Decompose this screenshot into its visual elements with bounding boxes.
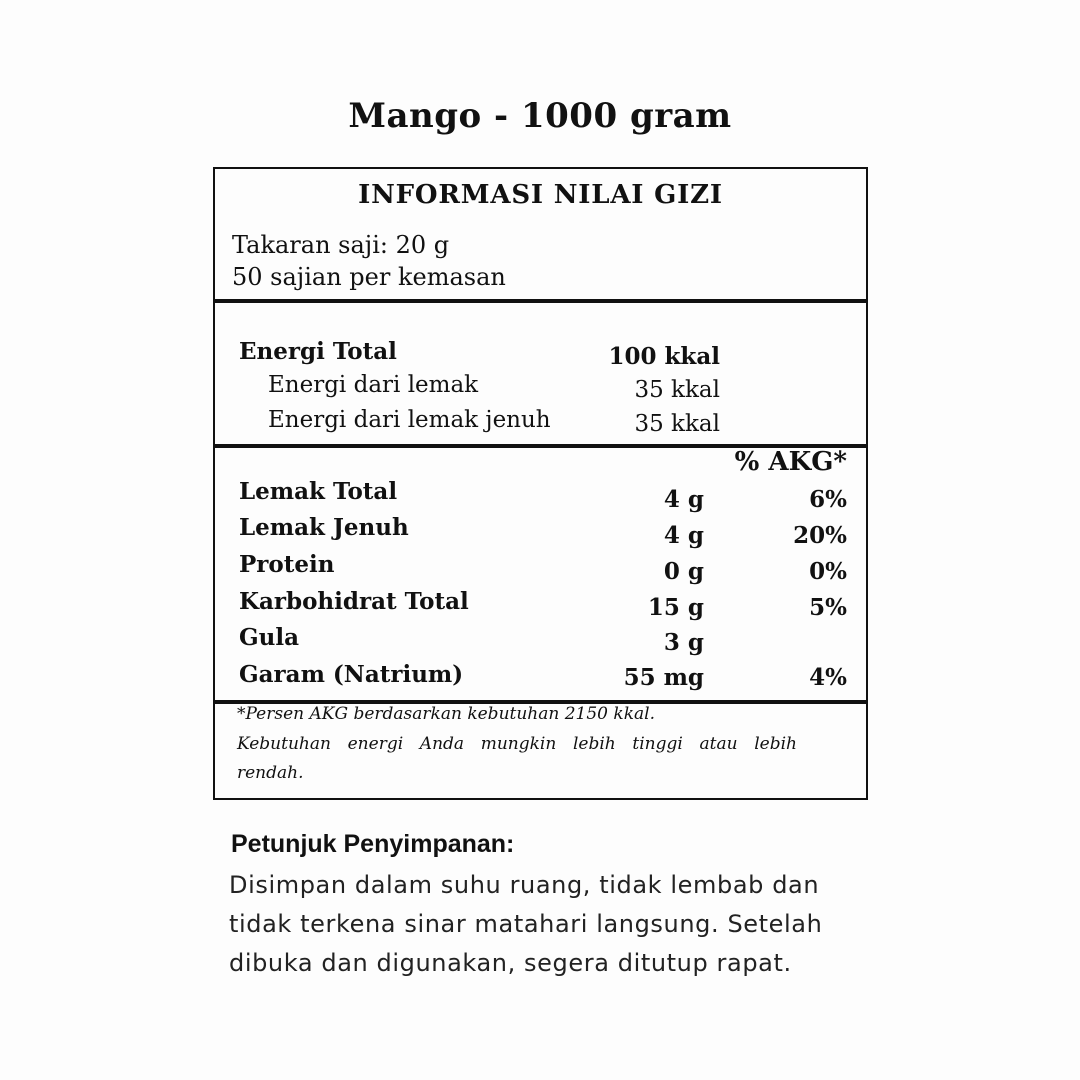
storage-instructions-title: Petunjuk Penyimpanan: xyxy=(231,830,515,858)
nutrient-name: Lemak Total xyxy=(239,478,398,505)
nutrient-amount: 4 g xyxy=(663,486,704,513)
footnote: *Persen AKG berdasarkan kebutuhan 2150 kkal. xyxy=(237,704,655,724)
serving-size: Takaran saji: 20 g xyxy=(232,231,450,259)
nutrient-akg: 20% xyxy=(793,522,847,549)
nutrient-name: Garam (Natrium) xyxy=(239,661,464,688)
energy-from-sat-fat-value: 35 kkal xyxy=(634,411,720,437)
nutrient-akg: 4% xyxy=(809,664,847,691)
nutrient-akg: 6% xyxy=(809,486,847,513)
nutrient-akg: 5% xyxy=(809,594,847,621)
nutrient-name: Karbohidrat Total xyxy=(239,588,469,615)
nutrient-akg: 0% xyxy=(809,558,847,585)
nutrition-facts-label xyxy=(213,167,868,800)
energy-from-fat-value: 35 kkal xyxy=(634,377,720,403)
energy-from-sat-fat-label: Energi dari lemak jenuh xyxy=(268,407,551,433)
nutrient-amount: 4 g xyxy=(663,522,704,549)
nutrient-amount: 55 mg xyxy=(623,664,704,691)
footnote: Kebutuhan energi Anda mungkin lebih tinggi atau lebih xyxy=(237,734,797,754)
nutrient-name: Protein xyxy=(239,551,335,578)
page-title: Mango - 1000 gram xyxy=(348,96,732,136)
nutrient-amount: 0 g xyxy=(663,558,704,585)
energy-total-value: 100 kkal xyxy=(608,343,720,370)
footnote: rendah. xyxy=(237,763,304,783)
nutrient-amount: 15 g xyxy=(647,594,704,621)
energy-total-label: Energi Total xyxy=(239,338,397,365)
nutrient-name: Gula xyxy=(239,624,300,651)
storage-instructions-body: Disimpan dalam suhu ruang, tidak lembab dan tidak terkena sinar matahari langsung. Setelah dibuka dan digunakan, segera ditutup rapat. xyxy=(229,871,823,977)
nutrient-amount: 3 g xyxy=(663,629,704,656)
akg-header: % AKG* xyxy=(734,447,847,477)
divider-rule xyxy=(215,299,866,303)
servings-per-pack: 50 sajian per kemasan xyxy=(232,263,506,291)
nutrient-name: Lemak Jenuh xyxy=(239,514,409,541)
label-heading: INFORMASI NILAI GIZI xyxy=(358,180,723,210)
energy-from-fat-label: Energi dari lemak xyxy=(268,372,479,398)
